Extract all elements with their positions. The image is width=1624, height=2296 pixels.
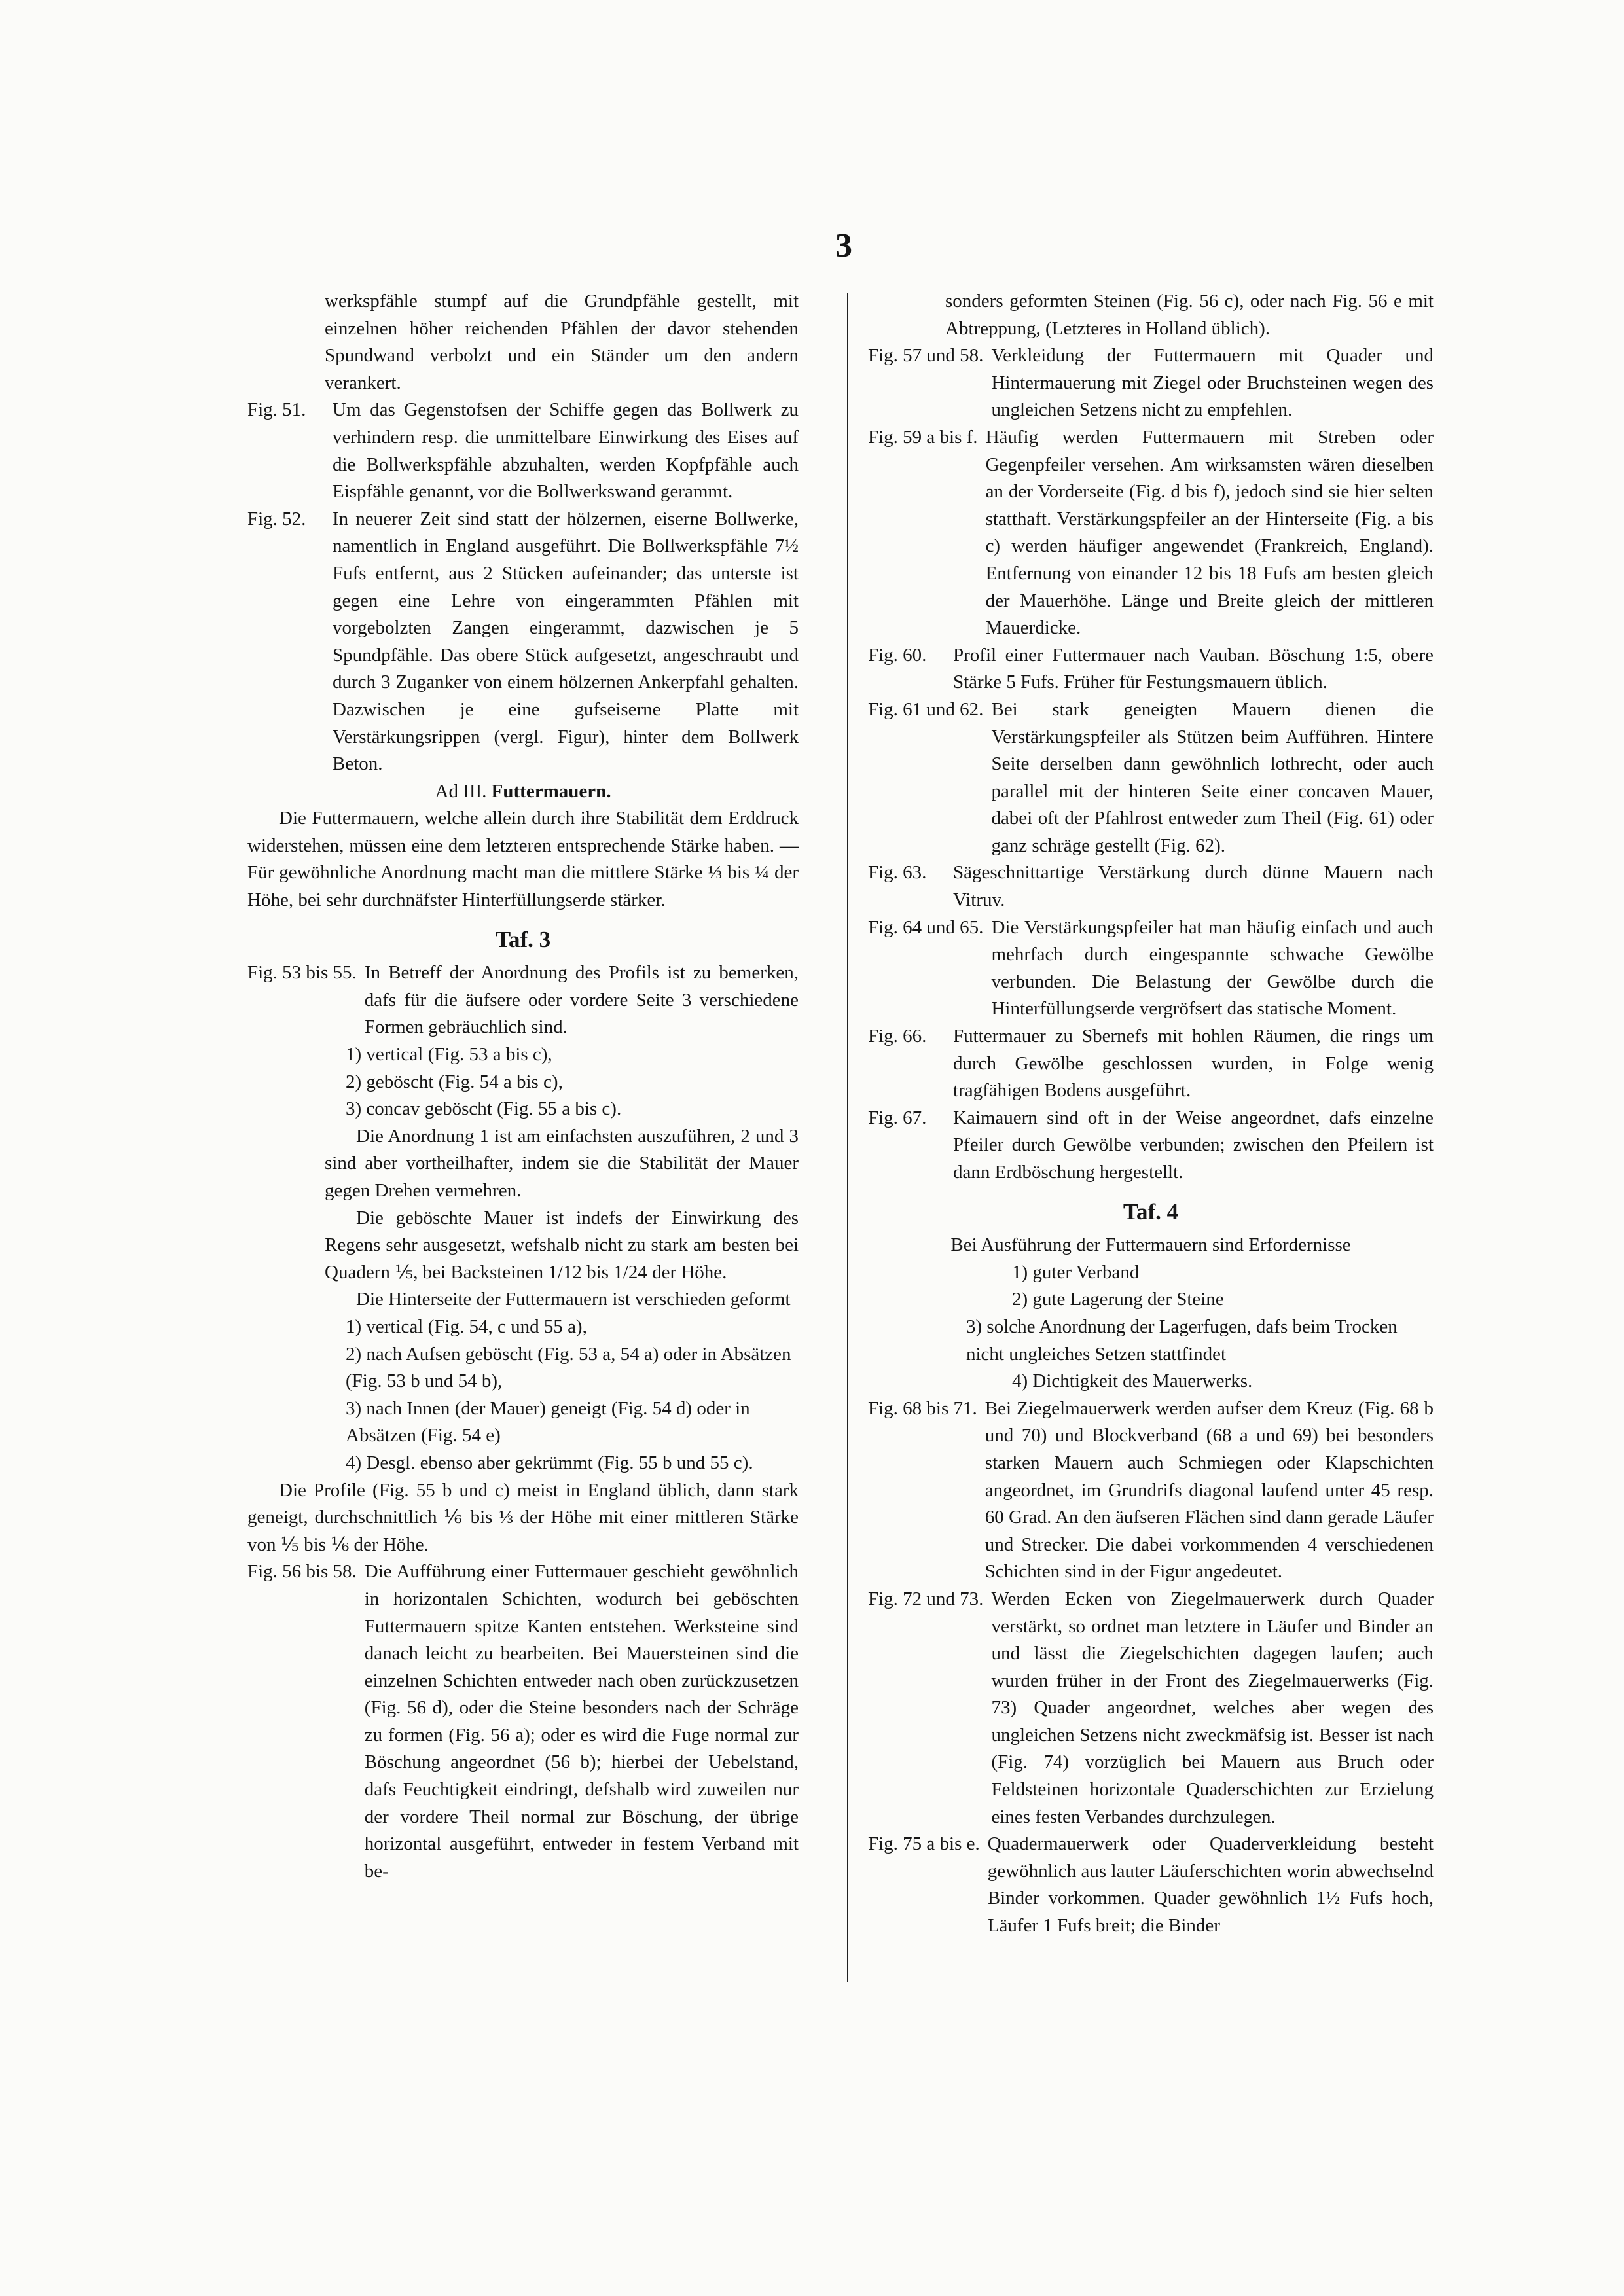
- fig-61-text: Bei stark geneigten Mauern dienen die Verstärkungspfeiler als Stützen beim Aufführen. Hintere Seite derselben dann gewöhnlich lothrecht, oder auch parallel mit der hinteren Seite einer concaven Mauer, dabei oft der Pfahlrost entweder zum Theil (Fig. 61) oder ganz schräge gestellt (Fig. 62).: [991, 698, 1434, 856]
- fig-68-label: Fig. 68 bis 71.: [868, 1397, 977, 1419]
- list-item: 2) geböscht (Fig. 54 a bis c),: [346, 1071, 563, 1092]
- list-item: 3) concav geböscht (Fig. 55 a bis c).: [346, 1098, 622, 1120]
- requirements-intro: Bei Ausführung der Futtermauern sind Erfordernisse: [950, 1234, 1351, 1256]
- fig-67-label: Fig. 67.: [868, 1107, 927, 1128]
- fig-72-label: Fig. 72 und 73.: [868, 1588, 984, 1609]
- fig-63-entry: [868, 859, 1434, 914]
- continuation-paragraph: werkspfähle stumpf auf die Grundpfähle gestellt, mit einzelnen höher reichenden Pfählen der davor stehenden Spundwand verbolzt und ein Ständer um den andern verankert.: [325, 291, 799, 393]
- list-item: 3) solche Anordnung der Lagerfugen, dafs beim Trocken nicht ungleiches Setzen stattfindet: [966, 1316, 1398, 1365]
- fig-67-entry: [868, 1105, 1434, 1187]
- list-item: 2) gute Lagerung der Steine: [1012, 1289, 1224, 1310]
- right-column: [868, 288, 1434, 1940]
- fig-68-text: Bei Ziegelmauerwerk werden aufser dem Kreuz (Fig. 68 b und 70) und Blockverband (68 a und 69) bei besonders starken Mauern auch Schmiegen oder Klapschichten angeordnet, im Grundrifs diagonal laufend unter 45 resp. 60 Grad. An den äufseren Flächen sind dann gerade Läufer und Strecker. Die dabei vorkommenden 4 verschiedenen Schichten sind in der Figur angedeutet.: [984, 1397, 1434, 1583]
- fig-75-text: Quadermauerwerk oder Quaderverkleidung besteht gewöhnlich aus lauter Läuferschichten worin abwechselnd Binder vorkommen. Quader gewöhnlich 1½ Fufs hoch, Läufer 1 Fufs breit; die Binder: [987, 1833, 1434, 1937]
- fig-51-text: Um das Gegenstofsen der Schiffe gegen das Bollwerk zu verhindern resp. die unmittelbare Einwirkung des Eises auf die Bollwerkspfähle abzuhalten, werden Kopfpfähle auch Eispfähle genannt, vor die Bollwerkswand gerammt.: [333, 399, 799, 503]
- fig-75-entry: [868, 1831, 1434, 1939]
- fig-59-entry: [868, 424, 1434, 642]
- fig-60-text: Profil einer Futtermauer nach Vauban. Böschung 1:5, obere Stärke 5 Fufs. Früher für Festungsmauern üblich.: [953, 644, 1434, 693]
- left-column: [247, 288, 799, 1885]
- list-item: 3) nach Innen (der Mauer) geneigt (Fig. 54 d) oder in Absätzen (Fig. 54 e): [346, 1397, 750, 1446]
- list-item: 1) guter Verband: [1012, 1261, 1140, 1283]
- fig-57-entry: [868, 342, 1434, 424]
- continuation-paragraph: sonders geformten Steinen (Fig. 56 c), oder nach Fig. 56 e mit Abtreppung, (Letzteres in Holland üblich).: [945, 291, 1434, 339]
- fig-72-entry: [868, 1586, 1434, 1831]
- fig-52-text: In neuerer Zeit sind statt der hölzernen, eiserne Bollwerke, namentlich in England ausgeführt. Die Bollwerkspfähle 7½ Fufs entfernt, aus 2 Stücken aufeinander; das unterste ist gegen eine Lehre von eingerammten Pfählen mit vorgebolzten Zangen eingerammt, dazwischen je 5 Spundpfähle. Das obere Stück aufgesetzt, angeschraubt und durch 3 Zuganker von einem hölzernen Ankerpfahl gehalten. Dazwischen je eine gufseiserne Platte mit Verstärkungsrippen (vergl. Figur), hinter dem Bollwerk Beton.: [333, 508, 799, 775]
- paragraph: Die geböschte Mauer ist indefs der Einwirkung des Regens sehr ausgesetzt, wefshalb nicht zu stark am besten bei Quadern ⅕, bei Backsteinen 1/12 bis 1/24 der Höhe.: [325, 1207, 799, 1283]
- fig-66-text: Futtermauer zu Sbernefs mit hohlen Räumen, die rings um durch Gewölbe geschlossen wurden, in Folge wenig tragfähigen Bodens ausgeführt.: [953, 1026, 1434, 1102]
- fig-60-label: Fig. 60.: [868, 644, 927, 666]
- list-item: 1) vertical (Fig. 53 a bis c),: [346, 1044, 552, 1066]
- list-item: 4) Desgl. ebenso aber gekrümmt (Fig. 55 b und 55 c).: [346, 1452, 753, 1473]
- fig-51-label: Fig. 51.: [247, 399, 306, 421]
- fig-61-label: Fig. 61 und 62.: [868, 698, 984, 720]
- column-divider: [847, 293, 848, 1982]
- fig-64-entry: [868, 914, 1434, 1023]
- fig-68-entry: [868, 1395, 1434, 1586]
- fig-53-entry: [247, 960, 799, 1041]
- section-title: Futtermauern.: [491, 780, 611, 802]
- fig-61-entry: [868, 696, 1434, 860]
- fig-56-text: Die Aufführung einer Futtermauer geschieht gewöhnlich in horizontalen Schichten, wodurch bei geböschten Futtermauern spitze Kanten entstehen. Werksteine sind danach leicht zu bearbeiten. Bei Mauersteinen sind die einzelnen Schichten entweder nach oben zurückzusetzen (Fig. 56 d), oder die Steine besonders nach der Schräge zu formen (Fig. 56 a); oder es wird die Fuge normal zur Böschung angeordnet (56 b); hierbei der Uebelstand, dafs Feuchtigkeit eindringt, defshalb wird zuweilen nur der vordere Theil normal zur Böschung, der übrige horizontal ausgeführt, entweder in festem Verband mit be-: [364, 1561, 799, 1882]
- list-item: 4) Dichtigkeit des Mauerwerks.: [1012, 1371, 1253, 1392]
- fig-66-entry: [868, 1023, 1434, 1105]
- fig-52-entry: [247, 506, 799, 778]
- fig-67-text: Kaimauern sind oft in der Weise angeordnet, dafs einzelne Pfeiler durch Gewölbe verbunden; zwischen den Pfeilern ist dann Erdböschung hergestellt.: [953, 1107, 1434, 1183]
- fig-66-label: Fig. 66.: [868, 1026, 927, 1047]
- page-number: 3: [835, 227, 852, 264]
- fig-59-label: Fig. 59 a bis f.: [868, 426, 978, 448]
- fig-57-text: Verkleidung der Futtermauern mit Quader und Hintermauerung mit Ziegel oder Bruchsteinen wegen des ungleichen Setzens nicht zu empfehlen.: [991, 345, 1434, 421]
- fig-75-label: Fig. 75 a bis e.: [868, 1833, 980, 1855]
- fig-51-entry: [247, 397, 799, 505]
- list-item: 1) vertical (Fig. 54, c und 55 a),: [346, 1316, 587, 1337]
- fig-53-text: In Betreff der Anordnung des Profils ist zu bemerken, dafs für die äufsere oder vordere Seite 3 verschiedene Formen gebräuchlich sind.: [364, 962, 799, 1038]
- list-item: 2) nach Aufsen geböscht (Fig. 53 a, 54 a) oder in Absätzen (Fig. 53 b und 54 b),: [346, 1343, 791, 1392]
- fig-53-label: Fig. 53 bis 55.: [247, 962, 357, 984]
- fig-60-entry: [868, 642, 1434, 696]
- paragraph: Die Hinterseite der Futtermauern ist verschieden geformt: [356, 1289, 791, 1310]
- section-heading-ad3: [247, 778, 799, 806]
- fig-57-label: Fig. 57 und 58.: [868, 345, 984, 367]
- paragraph: Die Anordnung 1 ist am einfachsten auszuführen, 2 und 3 sind aber vortheilhafter, indem sie die Stabilität der Mauer gegen Drehen vermehren.: [325, 1125, 799, 1201]
- fig-52-label: Fig. 52.: [247, 508, 306, 529]
- section-prefix: Ad III.: [435, 780, 487, 802]
- fig-72-text: Werden Ecken von Ziegelmauerwerk durch Quader verstärkt, so ordnet man letztere in Läufer und Binder an und lässt die Ziegelschichten dagegen laufen; auch wurden früher in der Front des Ziegelmauerwerks (Fig. 73) Quader angeordnet, welches aber wegen des ungleichen Setzens nicht zweckmäfsig ist. Besser ist nach (Fig. 74) vorzüglich bei Mauern aus Bruch oder Feldsteinen horizontale Quaderschichten zur Erzielung eines festen Verbandes durchzulegen.: [991, 1588, 1434, 1827]
- profile-paragraph: Die Profile (Fig. 55 b und c) meist in England üblich, dann stark geneigt, durchschnittlich ⅙ bis ⅓ der Höhe mit einer mittleren Stärke von ⅕ bis ⅙ der Höhe.: [247, 1479, 799, 1555]
- futtermauern-paragraph: Die Futtermauern, welche allein durch ihre Stabilität dem Erddruck widerstehen, müssen eine dem letzteren entsprechende Stärke haben. — Für gewöhnliche Anordnung macht man die mittlere Stärke ⅓ bis ¼ der Höhe, bei sehr durchnäfster Hinterfüllungserde stärker.: [247, 808, 799, 911]
- fig-59-text: Häufig werden Futtermauern mit Streben oder Gegenpfeiler versehen. Am wirksamsten wären dieselben an der Vorderseite (Fig. d bis f), jedoch sind sie hier selten statthaft. Verstärkungspfeiler an der Hinterseite (Fig. a bis c) werden häufiger angewendet (Frankreich, England). Entfernung von einander 12 bis 18 Fufs am besten gleich der Mauerhöhe. Länge und Breite gleich der mittleren Mauerdicke.: [985, 426, 1434, 639]
- fig-56-entry: [247, 1558, 799, 1885]
- fig-63-text: Sägeschnittartige Verstärkung durch dünne Mauern nach Vitruv.: [953, 862, 1434, 911]
- fig-56-label: Fig. 56 bis 58.: [247, 1561, 357, 1583]
- fig-63-label: Fig. 63.: [868, 862, 927, 884]
- plate-heading-taf3: Taf. 3: [495, 926, 551, 952]
- fig-64-label: Fig. 64 und 65.: [868, 916, 984, 938]
- plate-heading-taf4: Taf. 4: [1123, 1198, 1179, 1225]
- fig-64-text: Die Verstärkungspfeiler hat man häufig einfach und auch mehrfach durch eingespannte schwache Gewölbe verbunden. Die Belastung der Gewölbe durch die Hinterfüllungserde vergröfsert das statische Moment.: [991, 916, 1434, 1020]
